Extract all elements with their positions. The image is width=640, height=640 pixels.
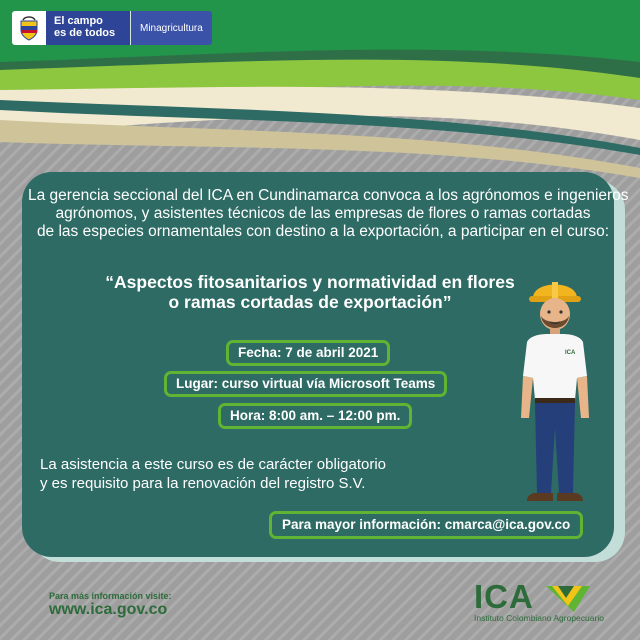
ica-full-name: Instituto Colombiano Agropecuario <box>474 613 604 623</box>
intro-line-2: agrónomos, y asistentes técnicos de las empresas de flores o ramas cortadas <box>55 205 591 222</box>
slogan-line-1: El campo <box>54 15 103 27</box>
engineer-worker-illustration <box>505 268 605 513</box>
intro-line-3: de las especies ornamentales con destino a la exportación, a participar en el curso: <box>36 223 610 240</box>
course-title <box>80 272 540 312</box>
government-header-badge <box>12 11 212 45</box>
course-title-line-1: “Aspectos fitosanitarios y normatividad en flores <box>105 272 515 292</box>
note-line-2: y es requisito para la renovación del registro S.V. <box>40 475 366 492</box>
time-badge: Hora: 8:00 am. – 12:00 pm. <box>218 403 412 429</box>
attendance-note <box>40 455 386 493</box>
slogan-line-2: es de todos <box>54 27 116 39</box>
intro-line-1: La gerencia seccional del ICA en Cundinamarca convoca a los agrónomos e ingenieros <box>28 187 629 204</box>
visit-label: Para más información visite: <box>49 591 172 601</box>
course-title-line-2: o ramas cortadas de exportación” <box>168 292 452 312</box>
slogan <box>46 11 130 45</box>
shirt-logo-text: ICA <box>565 350 576 356</box>
website-link[interactable]: www.ica.gov.co <box>49 601 168 618</box>
note-line-1: La asistencia a este curso es de carácter obligatorio <box>40 456 387 473</box>
location-badge: Lugar: curso virtual vía Microsoft Teams <box>164 371 447 397</box>
badge-divider <box>130 11 131 45</box>
intro-text <box>28 187 629 241</box>
date-badge: Fecha: 7 de abril 2021 <box>226 340 390 366</box>
contact-email-badge[interactable]: Para mayor información: cmarca@ica.gov.co <box>269 511 583 539</box>
ica-logo-wordmark: ICA <box>474 578 534 615</box>
ica-logo-icon <box>544 582 592 614</box>
ministry-label: Minagricultura <box>131 11 212 45</box>
colombia-coat-of-arms-icon <box>12 11 46 45</box>
